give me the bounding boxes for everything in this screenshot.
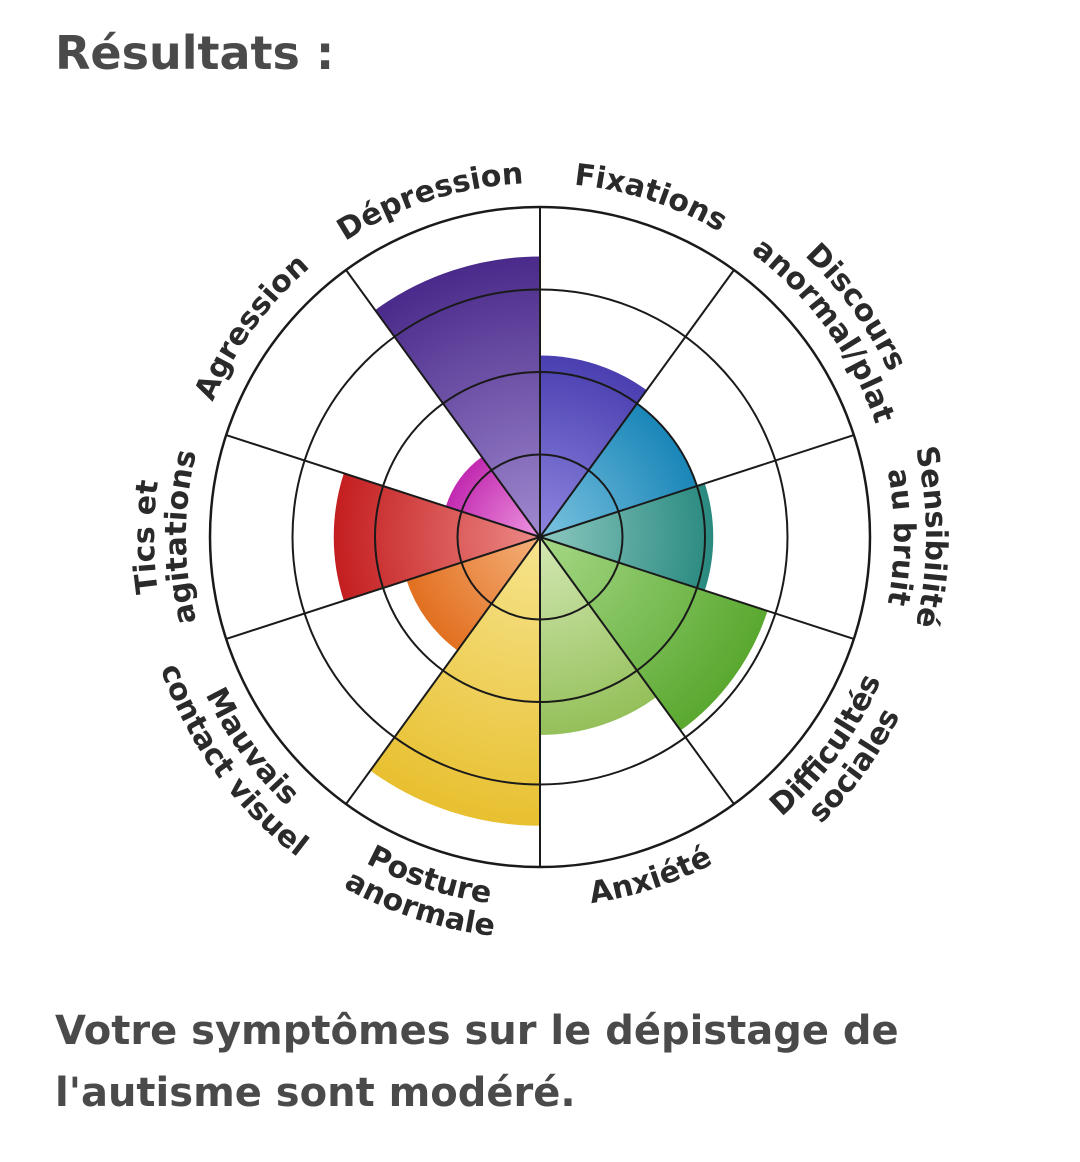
label-posture-anormale-line-2: anormale bbox=[339, 863, 498, 944]
label-difficultes-sociales-line-1: Difficultés bbox=[763, 669, 889, 823]
page-title: Résultats : bbox=[55, 26, 335, 80]
result-summary: Votre symptômes sur le dépistage de l'autisme sont modéré. bbox=[55, 1008, 899, 1116]
label-tics-et-agitations-line-1: Tics et bbox=[126, 477, 166, 596]
label-discours-anormal-plat-line-2: anormal/plat bbox=[745, 231, 902, 428]
label-discours-anormal-plat-line-1: Discours bbox=[798, 236, 914, 377]
label-mauvais-contact-visuel-line-2: contact visuel bbox=[152, 659, 315, 864]
label-fixations-line-1: Fixations bbox=[572, 157, 734, 240]
polar-chart-svg bbox=[0, 110, 1080, 990]
label-tics-et-agitations-line-2: agitations bbox=[158, 446, 204, 628]
label-sensibilite-au-bruit-line-1: Sensibilité bbox=[908, 442, 954, 632]
label-posture-anormale-line-1: Posture bbox=[361, 838, 495, 912]
label-difficultes-sociales-line-2: sociales bbox=[801, 702, 908, 830]
symptom-wheel-chart bbox=[0, 110, 1080, 990]
label-depression-line-1: Dépression bbox=[331, 156, 525, 249]
label-mauvais-contact-visuel-line-1: Mauvais bbox=[198, 681, 306, 813]
label-anxiete-line-1: Anxiété bbox=[586, 839, 718, 912]
label-agression-line-1: Agression bbox=[187, 247, 316, 406]
label-sensibilite-au-bruit-line-2: au bruit bbox=[879, 465, 922, 609]
